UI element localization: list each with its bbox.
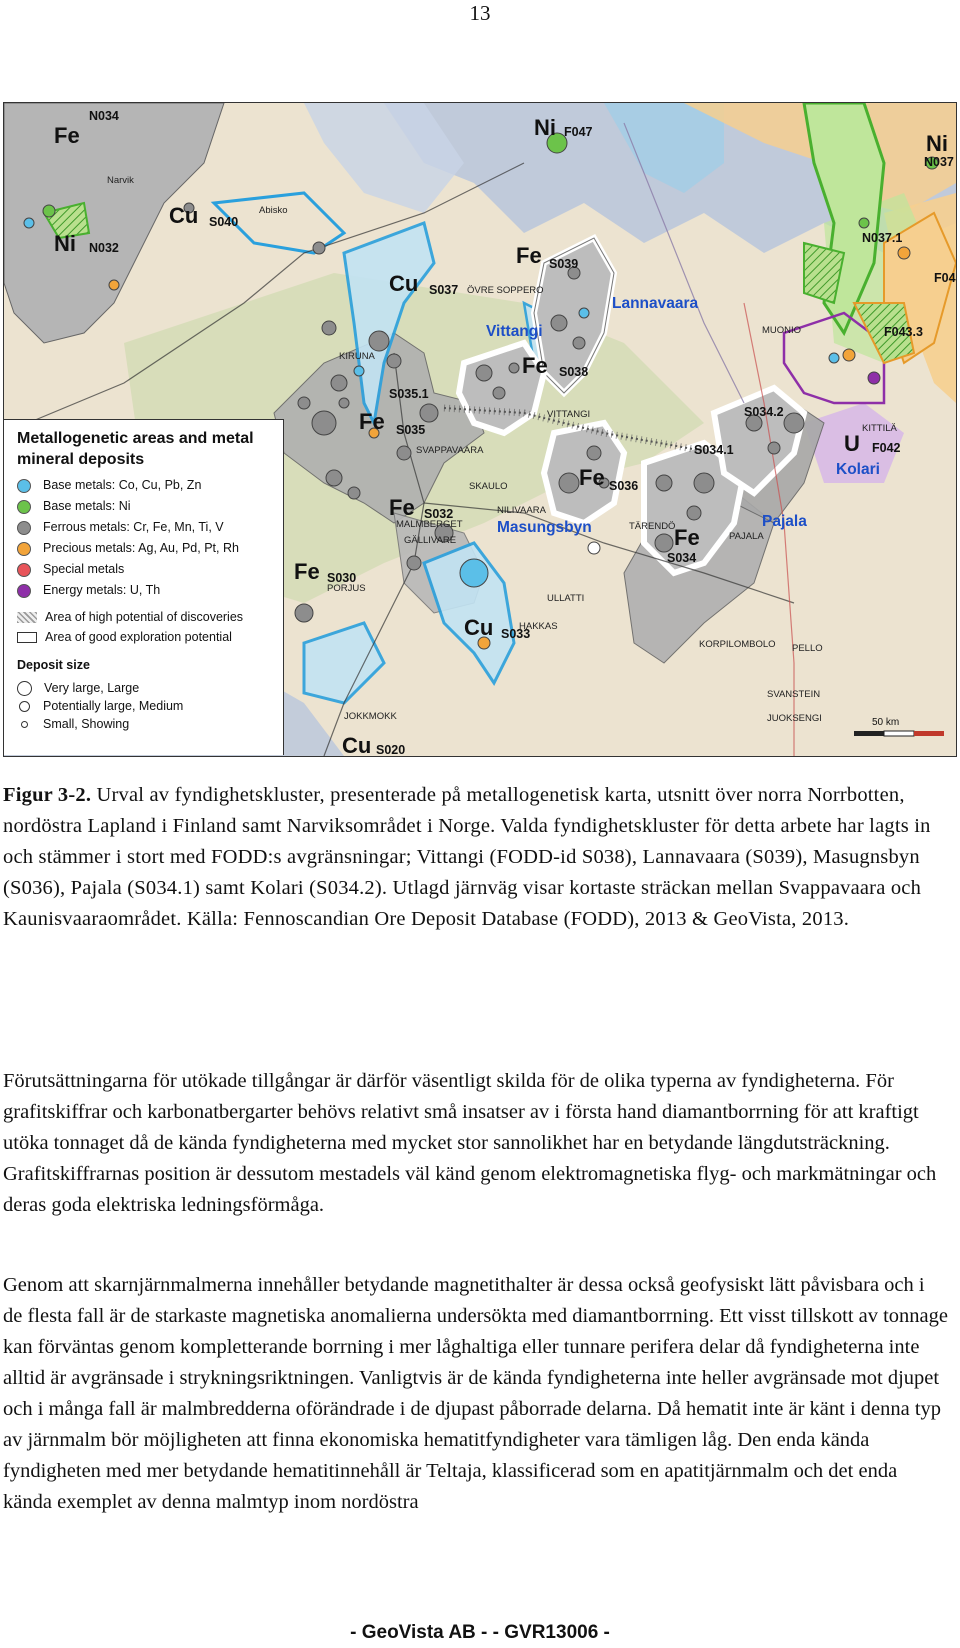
hatch-swatch-icon — [17, 612, 37, 623]
map-label-id: F04 — [934, 271, 956, 285]
legend-label: Energy metals: U, Th — [43, 583, 161, 597]
map-label-id: N032 — [89, 241, 119, 255]
legend-row-ferrous-metals — [17, 518, 224, 536]
legend-label: Area of high potential of discoveries — [45, 610, 244, 624]
place-pajala: PAJALA — [729, 531, 764, 542]
legend-label: Precious metals: Ag, Au, Pd, Pt, Rh — [43, 541, 239, 555]
circle-large-icon — [17, 681, 32, 696]
map-label-fe: Fe — [359, 409, 385, 434]
outline-swatch-icon — [17, 632, 37, 643]
legend-dot-icon — [17, 563, 31, 577]
legend-label: Ferrous metals: Cr, Fe, Mn, Ti, V — [43, 520, 224, 534]
legend-row-high-potential — [17, 608, 243, 626]
legend-deposit-size-title: Deposit size — [17, 658, 90, 672]
page-number: 13 — [469, 1, 491, 25]
cluster-label-pajala: Pajala — [762, 513, 807, 530]
map-label-fe: Fe — [389, 495, 415, 520]
map-label-id: S039 — [549, 257, 579, 271]
map-label-id: N037.1 — [862, 231, 903, 245]
legend-row-size-small — [17, 715, 129, 733]
map-label-cu: Cu — [389, 271, 419, 296]
legend-row-energy-metals — [17, 581, 160, 599]
map-label-fe: Fe — [522, 353, 548, 378]
legend-row-good-potential — [17, 628, 232, 646]
map-label-id: S034.1 — [694, 443, 734, 457]
place-muonio: MUONIO — [762, 325, 802, 336]
map-label-id: S020 — [376, 743, 406, 757]
place-tarendo: TÄRENDÖ — [629, 521, 676, 532]
cluster-label-masungsbyn: Masungsbyn — [497, 519, 592, 536]
place-jokkmokk: JOKKMOKK — [344, 711, 397, 722]
map-label-id: F043.3 — [884, 325, 923, 339]
body-paragraph: Genom att skarnjärnmalmerna innehåller betydande magnetithalter är dessa också geofysiskt lätt påvisbara och i de flesta fall är de starkaste magnetiska anomalierna undersökta med diamantborrning. Ett visst tillskott av tonnage kan förväntas genom kompletterande borrning i mer låghaltiga eller tunnare perifera delar då fyndigheterna inte alltid är avgränsade i strykningsriktningen. Vanligtvis är de kända fyndigheterna inte heller avgränsade mot djupet och i många fall är malmbredderna oförändrade i de djupast påborrade delarna. Då hematit inte är känt i denna typ av järnmalm bör möjligheten att finna ekonomiska hematitfyndigheter vara tämligen låg. Den enda kända fyndigheten med mer betydande hematitinnehåll är Teltaja, klassificerad som en apatitjärnmalm och det enda kända exemplet av denna malmtyp inom nordöstra — [3, 1274, 949, 1513]
place-porjus: PORJUS — [327, 583, 366, 594]
map-label-fe: Fe — [54, 123, 80, 148]
map-label-id: S035.1 — [389, 387, 429, 401]
map-label-id: S034 — [667, 551, 697, 565]
map-label-id: S034.2 — [744, 405, 784, 419]
cluster-label-vittangi: Vittangi — [486, 323, 543, 340]
map-label-cu: Cu — [464, 615, 494, 640]
cluster-label-kolari: Kolari — [836, 461, 880, 478]
scale-label: 50 km — [872, 717, 900, 728]
place-svanstein: SVANSTEIN — [767, 689, 821, 700]
legend-dot-icon — [17, 479, 31, 493]
map-label-cu: Cu — [342, 733, 372, 757]
body-paragraph: Förutsättningarna för utökade tillgångar är därför väsentligt skilda för de olika typerna av fyndigheterna. För grafitskiffrar och karbonatbergarter behövs relativt små insatser av i första hand diamantborrning för att kraftigt utöka tonnaget då de kända fyndigheterna med mycket stor sannolikhet har en betydande längdutsträckning. Grafitskiffrarnas position är dessutom mestadels väl känd genom elektromagnetiska flyg- och markmätningar och deras goda elektriska ledningsförmåga. — [3, 1070, 937, 1216]
place-korpilombolo: KORPILOMBOLO — [699, 639, 776, 650]
place-hakkas: HAKKAS — [519, 621, 558, 632]
map-label-u: U — [844, 431, 860, 456]
place-juoksengi: JUOKSENGI — [767, 713, 822, 724]
legend-row-size-large — [17, 679, 139, 697]
map-label-id: N034 — [89, 109, 119, 123]
legend-dot-icon — [17, 584, 31, 598]
map-label-ni: Ni — [54, 231, 76, 256]
legend-label: Base metals: Co, Cu, Pb, Zn — [43, 478, 202, 492]
legend-dot-icon — [17, 500, 31, 514]
legend-label: Small, Showing — [43, 717, 130, 731]
legend-label: Potentially large, Medium — [43, 699, 184, 713]
place-narvik: Narvik — [107, 175, 134, 186]
place-malmberget: MALMBERGET — [396, 519, 463, 530]
place-skaulo: SKAULO — [469, 481, 508, 492]
place-ovre-soppero: ÖVRE SOPPERO — [467, 285, 544, 296]
legend-label: Very large, Large — [44, 681, 140, 695]
map-label-fe: Fe — [516, 243, 542, 268]
place-vittangi: VITTANGI — [547, 409, 591, 420]
legend-label: Special metals — [43, 562, 125, 576]
map-label-id: S040 — [209, 215, 239, 229]
map-label-fe: Fe — [294, 559, 320, 584]
circle-small-icon — [21, 721, 28, 728]
legend-row-size-medium — [17, 697, 183, 715]
metallogenetic-map — [3, 102, 957, 757]
map-label-cu: Cu — [169, 203, 199, 228]
map-label-ni: Ni — [926, 131, 948, 156]
map-label-id: F042 — [872, 441, 901, 455]
caption-label: Figur 3-2. — [3, 784, 92, 806]
place-kittila: KITTILÄ — [862, 423, 897, 434]
legend-row-special-metals — [17, 560, 124, 578]
legend-row-base-metals — [17, 476, 201, 494]
map-label-id: S035 — [396, 423, 426, 437]
map-label-id: S033 — [501, 627, 531, 641]
circle-medium-icon — [19, 701, 30, 712]
legend-title: Metallogenetic areas and metal mineral deposits — [17, 430, 254, 468]
page-footer: - GeoVista AB - - GVR13006 - — [350, 1622, 610, 1643]
legend-row-base-metals-ni — [17, 497, 131, 515]
map-label-ni: Ni — [534, 115, 556, 140]
map-label-id: F047 — [564, 125, 593, 139]
figure-caption — [3, 780, 943, 935]
place-ullatti: ULLATTI — [547, 593, 585, 604]
legend-row-precious-metals — [17, 539, 239, 557]
place-nilivaara: NILIVAARA — [497, 505, 546, 516]
place-abisko: Abisko — [259, 205, 288, 216]
place-kiruna: KIRUNA — [339, 351, 375, 362]
caption-text: Urval av fyndighetskluster, presenterade på metallogenetisk karta, utsnitt över norra Norrbotten, nordöstra Lapland i Finland samt Narviksområdet i Norge. Valda fyndighetskluster för detta arbete har lagts in och stämmer i stort med FODD:s avgränsningar; Vittangi (FODD-id S038), Lannavaara (S039), Masugnsbyn (S036), Pajala (S034.1) samt Kolari (S034.2). Utlagd järnväg visar kortaste sträckan mellan Svappavaara och Kaunisvaaraområdet. Källa: Fennoscandian Ore Deposit Database (FODD), 2013 & GeoVista, 2013. — [3, 784, 931, 930]
map-label-id: N037 — [924, 155, 954, 169]
legend-dot-icon — [17, 542, 31, 556]
place-gallivare: GÄLLIVARE — [404, 535, 457, 546]
map-label-id: S032 — [424, 507, 454, 521]
legend-label: Area of good exploration potential — [45, 630, 232, 644]
map-label-fe: Fe — [579, 465, 605, 490]
map-label-id: S030 — [327, 571, 357, 585]
place-pello: PELLO — [792, 643, 823, 654]
cluster-label-lannavaara: Lannavaara — [612, 295, 699, 312]
map-label-id: S037 — [429, 283, 459, 297]
legend-label: Base metals: Ni — [43, 499, 131, 513]
map-label-id: S036 — [609, 479, 639, 493]
scale-bar — [854, 731, 944, 736]
legend-dot-icon — [17, 521, 31, 535]
map-label-id: S038 — [559, 365, 589, 379]
place-svappavaara: SVAPPAVAARA — [416, 445, 484, 456]
map-legend — [4, 419, 284, 755]
map-label-fe: Fe — [674, 525, 700, 550]
